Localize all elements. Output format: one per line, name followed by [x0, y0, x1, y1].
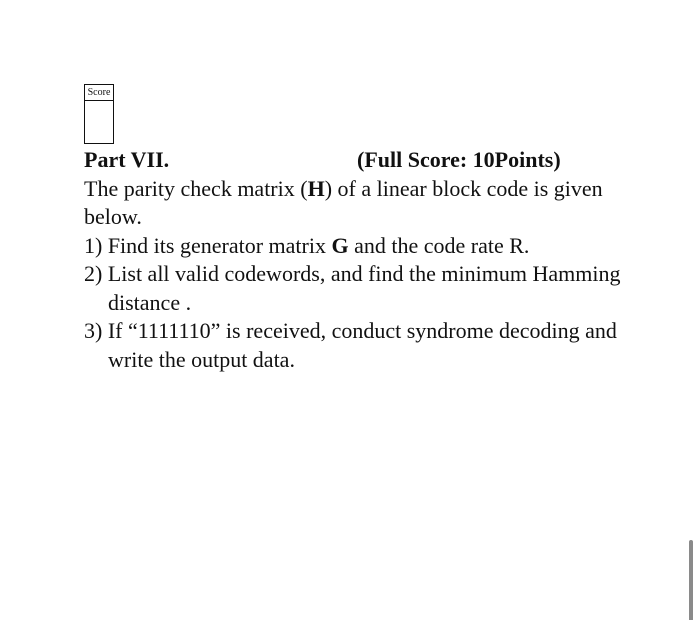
intro-paragraph: [84, 175, 644, 232]
part-header: [84, 146, 644, 175]
question-item-2: 2) List all valid codewords, and find the minimum Hamming distance .: [84, 261, 621, 315]
question-1-text-before: 1) Find its generator matrix: [84, 232, 332, 258]
question-content: [84, 146, 644, 374]
intro-bold-symbol: H: [307, 175, 325, 201]
intro-text-after: ) of a linear block code is given below.: [84, 175, 603, 229]
score-label: Score: [85, 85, 113, 101]
score-box: [84, 84, 114, 144]
part-title: Part VII.: [84, 147, 170, 172]
vertical-scrollbar[interactable]: [689, 540, 693, 620]
score-entry-cell: [85, 101, 113, 144]
question-item-1: [84, 232, 644, 261]
question-item-3: 3) If “1111110” is received, conduct syndrome decoding and write the output data.: [84, 318, 617, 372]
question-1-text-after: and the code rate R.: [348, 232, 530, 258]
intro-text-before: The parity check matrix (: [84, 175, 308, 201]
question-1-bold-symbol: G: [331, 232, 349, 258]
full-score: (Full Score: 10Points): [357, 147, 561, 172]
